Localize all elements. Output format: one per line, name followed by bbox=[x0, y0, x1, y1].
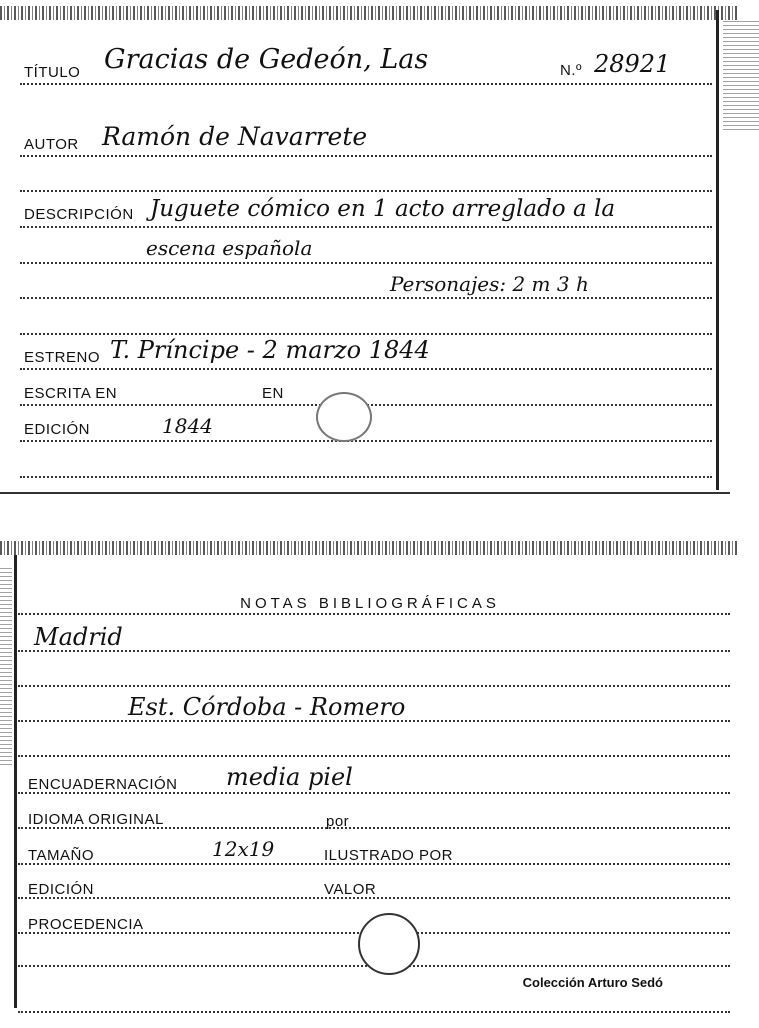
procedencia-label: PROCEDENCIA bbox=[28, 916, 144, 933]
autor-line bbox=[20, 155, 712, 157]
descripcion-line bbox=[20, 297, 712, 299]
tamano-line bbox=[18, 863, 730, 865]
notas-line bbox=[18, 685, 730, 687]
card-top-edge bbox=[0, 6, 739, 20]
card-separator bbox=[0, 492, 730, 494]
punch-hole bbox=[358, 913, 420, 975]
tamano-value: 12x19 bbox=[212, 837, 275, 861]
edicion-line bbox=[20, 440, 712, 442]
idioma-line bbox=[18, 827, 730, 829]
numero-label: N.º bbox=[560, 62, 582, 79]
descripcion-line-1: Juguete cómico en 1 acto arreglado a la bbox=[150, 196, 616, 222]
card-right-edge bbox=[716, 10, 719, 490]
punch-hole bbox=[318, 394, 370, 440]
titulo-label: TÍTULO bbox=[24, 64, 81, 81]
idioma-label: IDIOMA ORIGINAL bbox=[28, 811, 164, 828]
en-label: EN bbox=[262, 385, 284, 402]
encuadernacion-line bbox=[18, 792, 730, 794]
scan-noise bbox=[723, 20, 759, 130]
blank-line bbox=[20, 190, 712, 192]
titulo-line bbox=[20, 83, 712, 85]
descripcion-line-2: escena española bbox=[146, 236, 313, 260]
estreno-label: ESTRENO bbox=[24, 349, 101, 366]
ilustrado-label: ILUSTRADO POR bbox=[324, 847, 454, 864]
estreno-line bbox=[20, 368, 712, 370]
bottom-line bbox=[18, 1011, 730, 1013]
escrita-label: ESCRITA EN bbox=[24, 385, 118, 402]
encuadernacion-label: ENCUADERNACIÓN bbox=[28, 776, 178, 793]
descripcion-line bbox=[20, 226, 712, 228]
edicion-value: 1844 bbox=[162, 414, 213, 438]
valor-label: VALOR bbox=[324, 881, 377, 898]
catalog-card-back bbox=[0, 535, 759, 1028]
descripcion-line bbox=[20, 262, 712, 264]
card-top-edge bbox=[0, 541, 739, 555]
notas-line bbox=[18, 755, 730, 757]
autor-label: AUTOR bbox=[24, 136, 79, 153]
edicion-back-line bbox=[18, 897, 730, 899]
descripcion-line-3: Personajes: 2 m 3 h bbox=[390, 272, 589, 296]
notas-line bbox=[18, 613, 730, 615]
por-label: por bbox=[326, 813, 350, 830]
autor-value: Ramón de Navarrete bbox=[102, 122, 368, 151]
catalog-card-front bbox=[0, 0, 759, 500]
titulo-value: Gracias de Gedeón, Las bbox=[104, 44, 429, 75]
numero-value: 28921 bbox=[594, 50, 671, 78]
notas-heading: NOTAS BIBLIOGRÁFICAS bbox=[240, 595, 500, 612]
edicion-back-label: EDICIÓN bbox=[28, 881, 95, 898]
coleccion-label: Colección Arturo Sedó bbox=[522, 975, 663, 990]
tamano-label: TAMAÑO bbox=[28, 847, 95, 864]
descripcion-label: DESCRIPCIÓN bbox=[24, 206, 134, 223]
notas-line bbox=[18, 650, 730, 652]
nota-line-1: Madrid bbox=[34, 623, 123, 651]
blank-line bbox=[20, 333, 712, 335]
estreno-value: T. Príncipe - 2 marzo 1844 bbox=[110, 336, 430, 364]
blank-line bbox=[20, 476, 712, 478]
encuadernacion-value: media piel bbox=[226, 763, 353, 791]
notas-line bbox=[18, 720, 730, 722]
nota-line-2: Est. Córdoba - Romero bbox=[128, 693, 406, 721]
card-left-edge bbox=[14, 555, 17, 1008]
edicion-label: EDICIÓN bbox=[24, 421, 91, 438]
